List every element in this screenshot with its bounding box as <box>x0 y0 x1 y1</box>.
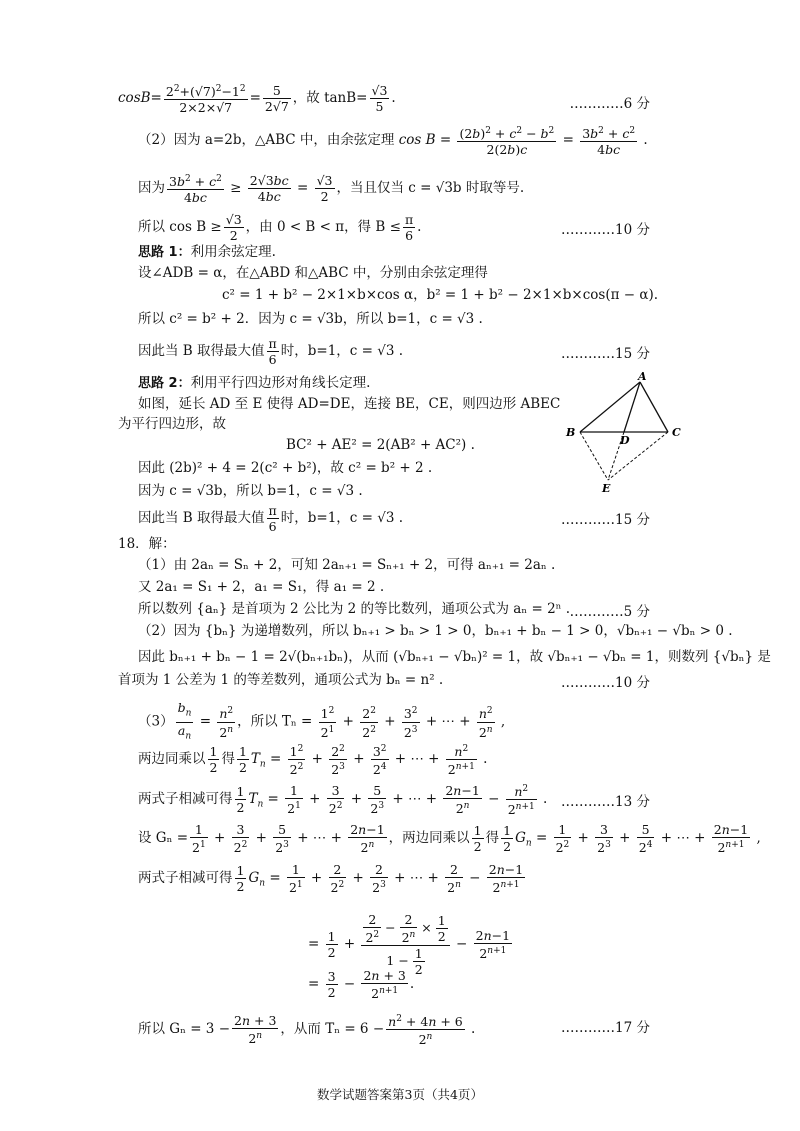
score-17: …………17 分 <box>561 1020 650 1036</box>
p18-3-subtract-g: 两式子相减可得 $\frac{1}{2}$ $G_n$ = $\frac{1}{2^1}$ + $\frac{2}{2^2}$ + $\frac{2}{2^3}$ + ⋯ + $\frac{2}{2^n}$ − $\frac{2n-1}{2^{n+1}}$ <box>138 862 524 896</box>
cosb-computation: cosB= $\frac{2^2+(√7)^2-1^2}{2\times 2\times√7}$ = $\frac{5}{2√7}$ ，故 tanB= $\frac{√3}{5}$ . <box>118 83 396 116</box>
score-15b: …………15 分 <box>561 512 650 528</box>
segment-ab <box>580 382 640 432</box>
idea1-setup: 设∠ADB = α，在△ABD 和△ABC 中，分别由余弦定理得 <box>138 265 488 281</box>
idea2-setup1: 如图，延长 AD 至 E 使得 AD=DE，连接 BE，CE，则四边形 ABEC <box>138 396 561 412</box>
label-d: D <box>620 434 630 447</box>
idea1-heading: 思路 1：利用余弦定理. <box>138 244 276 260</box>
idea1-final: 因此当 B 取得最大值 $\frac{\pi}{6}$ 时，b=1，c = √3 . <box>138 336 404 367</box>
idea1-equations: c² = 1 + b² − 2×1×b×cos α，b² = 1 + b² − 2×1×b×cos(π − α). <box>222 287 659 303</box>
idea2-final: 因此当 B 取得最大值 $\frac{\pi}{6}$ 时，b=1，c = √3 . <box>138 503 404 534</box>
page-footer: 数学试题答案第3页（共4页） <box>317 1087 483 1102</box>
p18-3-tn: （3） $\frac{b_n}{a_n}$ = $\frac{n^2}{2^n}$ ，所以 Tₙ = $\frac{1^2}{2^1}$ + $\frac{2^2}{2^2}$ + $\frac{3^2}{2^3}$ + ⋯ + $\frac{n^2}{2^n}$ , <box>138 700 505 744</box>
problem18-header: 18．解： <box>118 536 176 552</box>
segment-ce <box>608 432 668 480</box>
p18-3-multiply: 两边同乘以 $\frac{1}{2}$ 得 $\frac{1}{2}$ $T_n$ = $\frac{1^2}{2^2}$ + $\frac{2^2}{2^3}$ + $\frac{3^2}{2^4}$ + ⋯ + $\frac{n^2}{2^{n+1}}$ . <box>138 744 488 778</box>
label-b: B <box>566 426 576 439</box>
p18-3-result: 所以 Gₙ = 3 − $\frac{2n + 3}{2^n}$ ，从而 Tₙ = 6 − $\frac{n^2 + 4n + 6}{2^n}$ . <box>138 1013 476 1048</box>
score-10b: …………10 分 <box>561 675 650 691</box>
idea2-heading: 思路 2：利用平行四边形对角线长定理. <box>138 375 371 391</box>
p18-1-line3: 所以数列 {aₙ} 是首项为 2 公比为 2 的等比数列，通项公式为 aₙ = 2ⁿ . <box>138 601 571 617</box>
label-a: A <box>638 372 647 383</box>
part2-inequality: 因为 $\frac{3b^2 + c^2}{4bc}$ ≥ $\frac{2√3bc}{4bc}$ = $\frac{√3}{2}$ ，当且仅当 c = √3b 时取等号. <box>138 173 525 206</box>
score-6: …………6 分 <box>569 96 650 112</box>
p18-3-g-simplified: = $\frac{3}{2}$ − $\frac{2n + 3}{2^{n+1}}$ . <box>308 968 415 1002</box>
idea2-setup2: 为平行四边形，故 <box>118 416 226 432</box>
label-c: C <box>672 426 681 439</box>
segment-ac <box>640 382 668 432</box>
p18-2-line2: 因此 bₙ₊₁ + bₙ − 1 = 2√(bₙ₊₁bₙ)，从而 (√bₙ₊₁ − √bₙ)² = 1，故 √bₙ₊₁ − √bₙ = 1，则数列 {√bₙ} 是 <box>138 649 771 665</box>
p18-1-line1: （1）由 2aₙ = Sₙ + 2，可知 2aₙ₊₁ = Sₙ₊₁ + 2，可得 aₙ₊₁ = 2aₙ . <box>138 557 556 573</box>
segment-be <box>580 432 608 480</box>
part2-cosine-law: （2）因为 a=2b，△ABC 中，由余弦定理 cos B = $\frac{(2b)^2 + c^2 - b^2}{2(2b)c}$ = $\frac{3b^2 + c^2}{4bc}$ . <box>138 126 648 158</box>
label-e: E <box>602 482 611 492</box>
p18-2-line1: （2）因为 {bₙ} 为递增数列，所以 bₙ₊₁ > bₙ > 1 > 0，bₙ₊₁ + bₙ − 1 > 0，√bₙ₊₁ − √bₙ > 0 . <box>138 623 733 639</box>
score-5: …………5 分 <box>569 604 650 620</box>
idea2-line1: 因此 (2b)² + 4 = 2(c² + b²)，故 c² = b² + 2 . <box>138 460 433 476</box>
cosb-tail: ，故 tanB= <box>292 90 368 107</box>
p18-3-subtract: 两式子相减可得 $\frac{1}{2}$ $T_n$ = $\frac{1}{2^1}$ + $\frac{3}{2^2}$ + $\frac{5}{2^3}$ + ⋯ + $\frac{2n-1}{2^n}$ − $\frac{n^2}{2^{n+1}}$ . <box>138 783 548 818</box>
idea2-equation: BC² + AE² = 2(AB² + AC²) . <box>286 437 475 453</box>
score-13: …………13 分 <box>561 794 650 810</box>
part2-conclusion: 所以 cos B ≥ $\frac{√3}{2}$ ，由 0 < B < π，得 B ≤ $\frac{\pi}{6}$ . <box>138 212 422 243</box>
p18-1-line2: 又 2a₁ = S₁ + 2，a₁ = S₁，得 a₁ = 2 . <box>138 579 385 595</box>
score-10a: …………10 分 <box>561 222 650 238</box>
p18-3-define-g: 设 Gₙ = $\frac{1}{2^1}$ + $\frac{3}{2^2}$ + $\frac{5}{2^3}$ + ⋯ + $\frac{2n-1}{2^n}$ ，两边同乘以 $\frac{1}{2}$ 得 $\frac{1}{2}$ $G_n$ = $\frac{1}{2^2}$ + $\frac{3}{2^3}$ + $\frac{5}{2^4}$ + ⋯ + $\frac{2n-1}{2^{n+1}}$ , <box>138 822 761 856</box>
parallelogram-figure <box>560 372 685 492</box>
score-15a: …………15 分 <box>561 346 650 362</box>
idea2-line2: 因为 c = √3b，所以 b=1，c = √3 . <box>138 483 363 499</box>
idea1-result: 所以 c² = b² + 2．因为 c = √3b，所以 b=1，c = √3 . <box>138 311 483 327</box>
p18-2-line3: 首项为 1 公差为 1 的等差数列，通项公式为 bₙ = n² . <box>118 672 444 688</box>
p18-3-geometric-sum: = $\frac{1}{2}$ + $\frac{2}{2^2}$ − $\frac{2}{2^n}$ × $\frac{1}{2}$ 1 − $\frac{1}{2}$ − $\frac{2n-1}{2^{n+1}}$ <box>308 912 511 978</box>
